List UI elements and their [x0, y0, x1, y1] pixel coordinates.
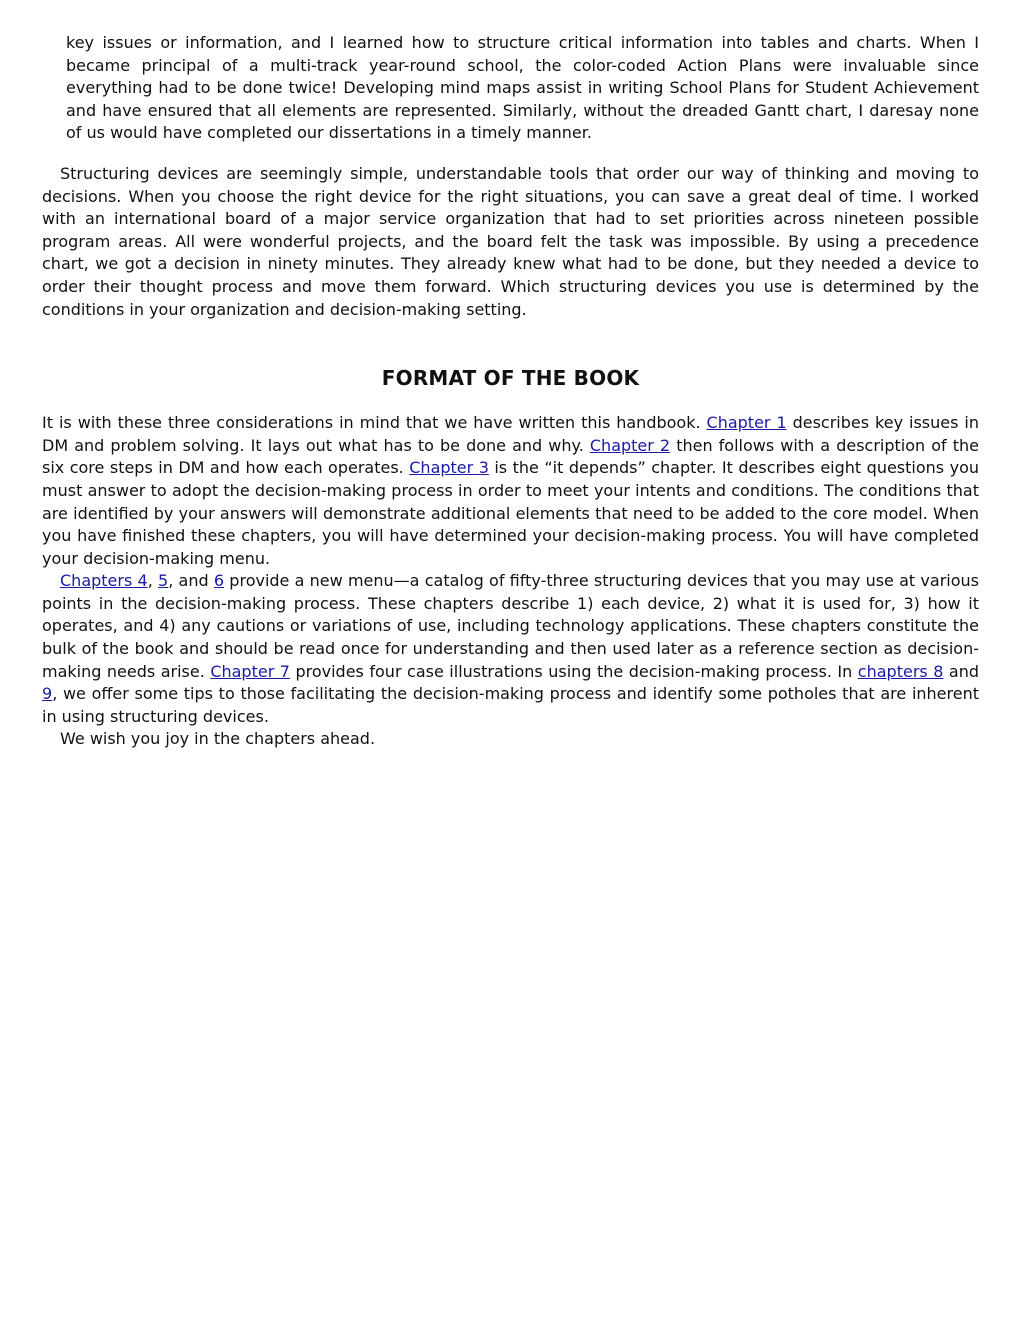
format-text-3: then follows with a description of the six core steps in DM and how each operates.: [42, 435, 979, 478]
chapter-3-link[interactable]: Chapter 3: [409, 458, 489, 478]
format-text-4: is the “it depends” chapter. It describes eight questions you must answer to adopt the decision-making process in order to meet your intents and conditions. The conditions that are identified by your answers will demonstrate additional elements that need to be added to the core model. When you have finished these chapters, you will have determined your decision-making process. You will have completed your decision-making menu.: [42, 458, 980, 568]
format-text-1: It is with these three considerations in mind that we have written this handbook.: [42, 413, 707, 433]
chapter-1-link[interactable]: Chapter 1: [706, 413, 787, 433]
chapters-paragraph: [42, 570, 979, 728]
page-content: [42, 32, 979, 751]
format-paragraph: [42, 412, 979, 570]
chapter-2-link[interactable]: Chapter 2: [589, 435, 671, 455]
closing-paragraph: We wish you joy in the chapters ahead.: [60, 729, 376, 749]
chapters-text-5: and: [943, 661, 980, 681]
chapter-5-link[interactable]: 5: [158, 571, 169, 591]
chapters-text-3: provide a new menu—a catalog of fifty-three structuring devices that you may use at various points in the decision-making process. These chapters describe 1) each device, 2) what it is used for, 3) how it operates, and 4) any cautions or variations of use, including technology applications. These chapters constitute the bulk of the book and should be read once for understanding and then used later as a reference section as decision-making needs arise.: [42, 571, 979, 681]
chapters-text-1: ,: [147, 571, 159, 591]
chapters-text-6: , we offer some tips to those facilitating the decision-making process and identify some potholes that are inherent in using structuring devices.: [42, 684, 979, 726]
section-heading: FORMAT OF THE BOOK: [381, 366, 640, 391]
chapters-text-4: provides four case illustrations using the decision-making process. In: [289, 661, 858, 681]
chapter-6-link[interactable]: 6: [213, 571, 225, 591]
structuring-devices-paragraph: Structuring devices are seemingly simple, understandable tools that order our way of thinking and moving to decisions. When you choose the right device for the right situations, you can save a great deal of time. I worked with an international board of a major service organization that had to set priorities across nineteen possible program areas. All were wonderful projects, and the board felt the task was impossible. By using a precedence chart, we got a decision in ninety minutes. They already knew what had to be done, but they needed a device to order their thought process and move them forward. Which structuring devices you use is determined by the conditions in your organization and decision-making setting.: [42, 163, 979, 319]
chapters-8-link[interactable]: chapters 8: [857, 661, 944, 681]
format-text-2: describes key issues in DM and problem solving. It lays out what has to be done and why.: [42, 413, 979, 455]
chapter-9-link[interactable]: 9: [42, 684, 53, 704]
blockquote-paragraph: key issues or information, and I learned how to structure critical information into tables and charts. When I became principal of a multi-track year-round school, the color-coded Action Plans were invaluable since everything had to be done twice! Developing mind maps assist in writing School Plans for Student Achievement and have ensured that all elements are represented. Similarly, without the dreaded Gantt chart, I daresay none of us would have completed our dissertations in a timely manner.: [66, 33, 979, 143]
chapter-7-link[interactable]: Chapter 7: [210, 661, 290, 681]
chapters-text-2: , and: [168, 571, 214, 591]
chapters-4-link[interactable]: Chapters 4: [60, 571, 148, 591]
